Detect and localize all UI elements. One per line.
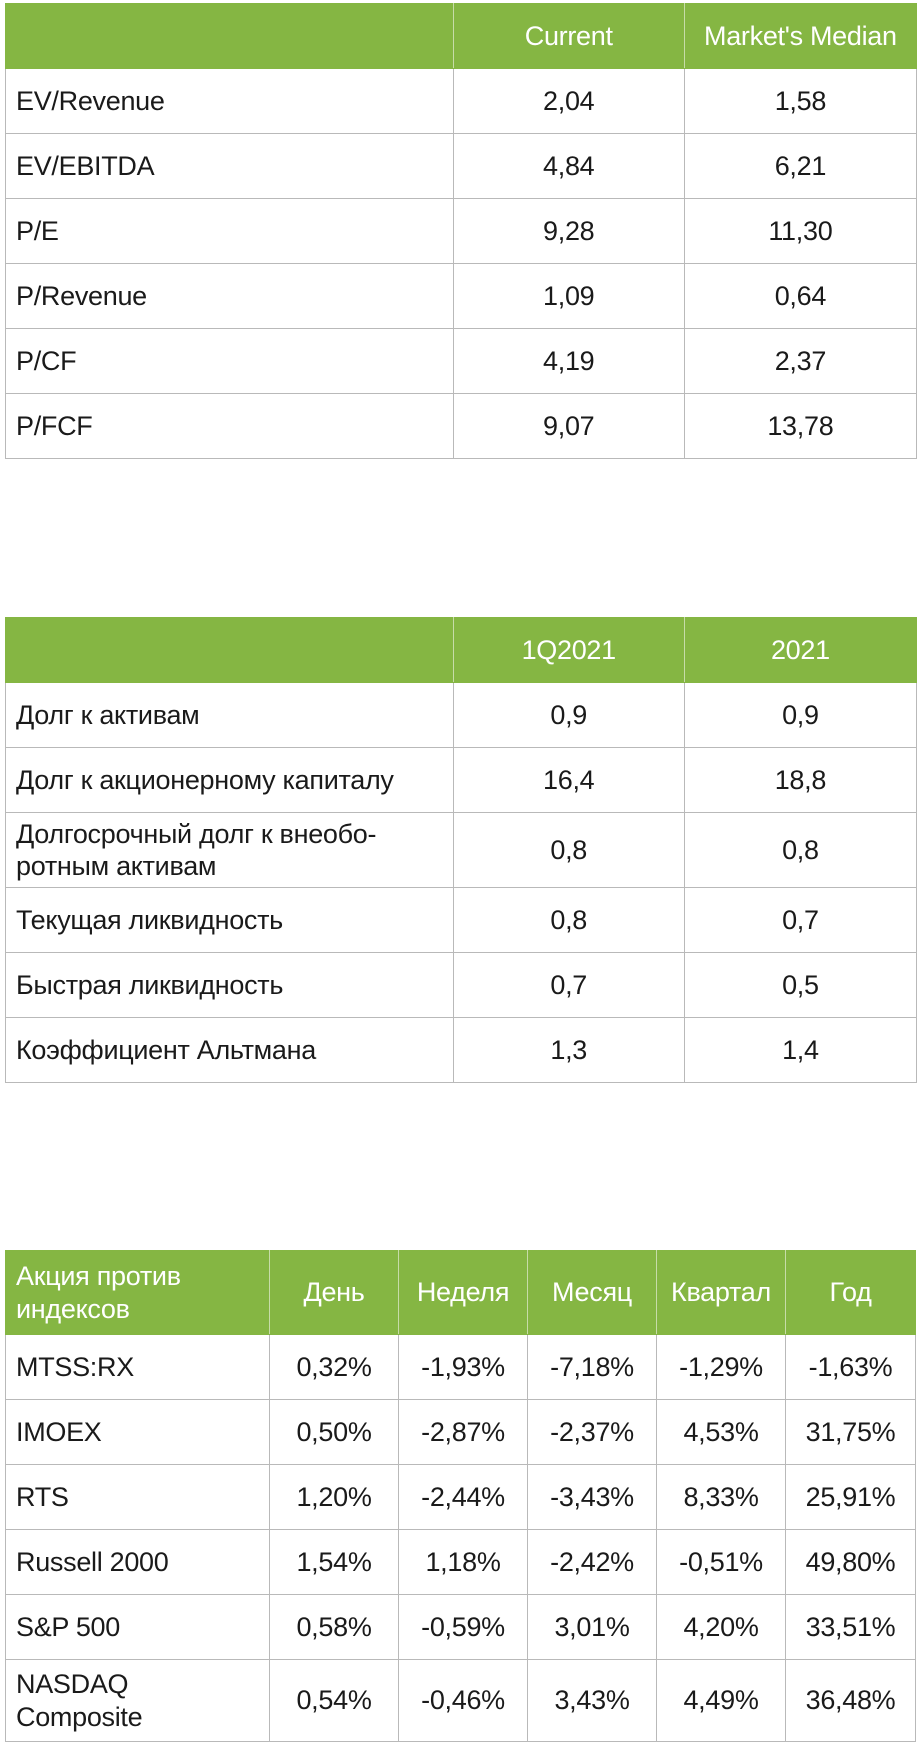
median-value: 13,78 — [684, 394, 916, 459]
row-label: P/E — [6, 199, 454, 264]
quarter-value: 1,3 — [453, 1018, 684, 1083]
quarter-value: -0,51% — [657, 1530, 786, 1595]
quarter-value: 4,49% — [657, 1660, 786, 1742]
median-value: 2,37 — [684, 329, 916, 394]
current-value: 4,19 — [453, 329, 684, 394]
year-value: 0,9 — [684, 683, 916, 748]
row-label: MTSS:RX — [6, 1335, 270, 1400]
table-row — [6, 1660, 916, 1742]
month-value: 3,01% — [528, 1595, 657, 1660]
row-label: NASDAQ Composite — [6, 1660, 270, 1742]
table-row — [6, 134, 917, 199]
valuation-header-current: Current — [453, 4, 684, 69]
day-value: 0,50% — [270, 1400, 399, 1465]
quarter-value: 0,8 — [453, 813, 684, 888]
header-week: Неделя — [399, 1251, 528, 1335]
week-value: 1,18% — [399, 1530, 528, 1595]
table-row — [6, 748, 917, 813]
valuation-header-row — [6, 4, 917, 69]
day-value: 0,58% — [270, 1595, 399, 1660]
row-label: RTS — [6, 1465, 270, 1530]
year-value: 0,7 — [684, 888, 916, 953]
table-row — [6, 953, 917, 1018]
row-label: P/Revenue — [6, 264, 454, 329]
day-value: 1,20% — [270, 1465, 399, 1530]
table-row — [6, 1400, 916, 1465]
table-row — [6, 1595, 916, 1660]
week-value: -2,44% — [399, 1465, 528, 1530]
day-value: 1,54% — [270, 1530, 399, 1595]
table-row — [6, 69, 917, 134]
quarter-value: 0,9 — [453, 683, 684, 748]
year-value: -1,63% — [786, 1335, 916, 1400]
quarter-value: 8,33% — [657, 1465, 786, 1530]
current-value: 9,28 — [453, 199, 684, 264]
performance-table — [5, 1250, 916, 1742]
current-value: 1,09 — [453, 264, 684, 329]
week-value: -0,46% — [399, 1660, 528, 1742]
year-value: 0,5 — [684, 953, 916, 1018]
row-label: P/FCF — [6, 394, 454, 459]
month-value: 3,43% — [528, 1660, 657, 1742]
month-value: -7,18% — [528, 1335, 657, 1400]
performance-header-label: Акция против индексов — [6, 1251, 270, 1335]
table-row — [6, 1530, 916, 1595]
row-label: S&P 500 — [6, 1595, 270, 1660]
performance-header-row — [6, 1251, 916, 1335]
header-day: День — [270, 1251, 399, 1335]
row-label: Коэффициент Альтмана — [6, 1018, 454, 1083]
median-value: 1,58 — [684, 69, 916, 134]
row-label: Russell 2000 — [6, 1530, 270, 1595]
row-label: EV/EBITDA — [6, 134, 454, 199]
table-row — [6, 683, 917, 748]
table-row — [6, 199, 917, 264]
row-label: Текущая ликвидность — [6, 888, 454, 953]
table-row — [6, 329, 917, 394]
year-value: 36,48% — [786, 1660, 916, 1742]
row-label: P/CF — [6, 329, 454, 394]
debt-header-row — [6, 618, 917, 683]
current-value: 4,84 — [453, 134, 684, 199]
year-value: 18,8 — [684, 748, 916, 813]
day-value: 0,54% — [270, 1660, 399, 1742]
debt-header-quarter: 1Q2021 — [453, 618, 684, 683]
row-label: EV/Revenue — [6, 69, 454, 134]
month-value: -3,43% — [528, 1465, 657, 1530]
quarter-value: 16,4 — [453, 748, 684, 813]
current-value: 2,04 — [453, 69, 684, 134]
year-value: 33,51% — [786, 1595, 916, 1660]
table-row — [6, 1018, 917, 1083]
year-value: 49,80% — [786, 1530, 916, 1595]
row-label: Быстрая ликвидность — [6, 953, 454, 1018]
table-row — [6, 813, 917, 888]
quarter-value: 0,8 — [453, 888, 684, 953]
row-label: Долгосрочный долг к внеобо-ротным активам — [6, 813, 454, 888]
median-value: 0,64 — [684, 264, 916, 329]
table-row — [6, 1335, 916, 1400]
valuation-header-median: Market's Median — [684, 4, 916, 69]
table-row — [6, 888, 917, 953]
year-value: 0,8 — [684, 813, 916, 888]
median-value: 11,30 — [684, 199, 916, 264]
current-value: 9,07 — [453, 394, 684, 459]
debt-header-year: 2021 — [684, 618, 916, 683]
valuation-header-label — [6, 4, 454, 69]
debt-table — [5, 617, 917, 1083]
median-value: 6,21 — [684, 134, 916, 199]
table-row — [6, 264, 917, 329]
month-value: -2,42% — [528, 1530, 657, 1595]
header-month: Месяц — [528, 1251, 657, 1335]
debt-header-label — [6, 618, 454, 683]
week-value: -1,93% — [399, 1335, 528, 1400]
row-label: IMOEX — [6, 1400, 270, 1465]
week-value: -2,87% — [399, 1400, 528, 1465]
table-row — [6, 1465, 916, 1530]
header-year: Год — [786, 1251, 916, 1335]
header-quarter: Квартал — [657, 1251, 786, 1335]
row-label: Долг к акционерному капиталу — [6, 748, 454, 813]
quarter-value: 0,7 — [453, 953, 684, 1018]
year-value: 31,75% — [786, 1400, 916, 1465]
row-label: Долг к активам — [6, 683, 454, 748]
year-value: 1,4 — [684, 1018, 916, 1083]
year-value: 25,91% — [786, 1465, 916, 1530]
quarter-value: 4,20% — [657, 1595, 786, 1660]
valuation-table — [5, 3, 917, 459]
week-value: -0,59% — [399, 1595, 528, 1660]
table-row — [6, 394, 917, 459]
quarter-value: -1,29% — [657, 1335, 786, 1400]
day-value: 0,32% — [270, 1335, 399, 1400]
quarter-value: 4,53% — [657, 1400, 786, 1465]
month-value: -2,37% — [528, 1400, 657, 1465]
